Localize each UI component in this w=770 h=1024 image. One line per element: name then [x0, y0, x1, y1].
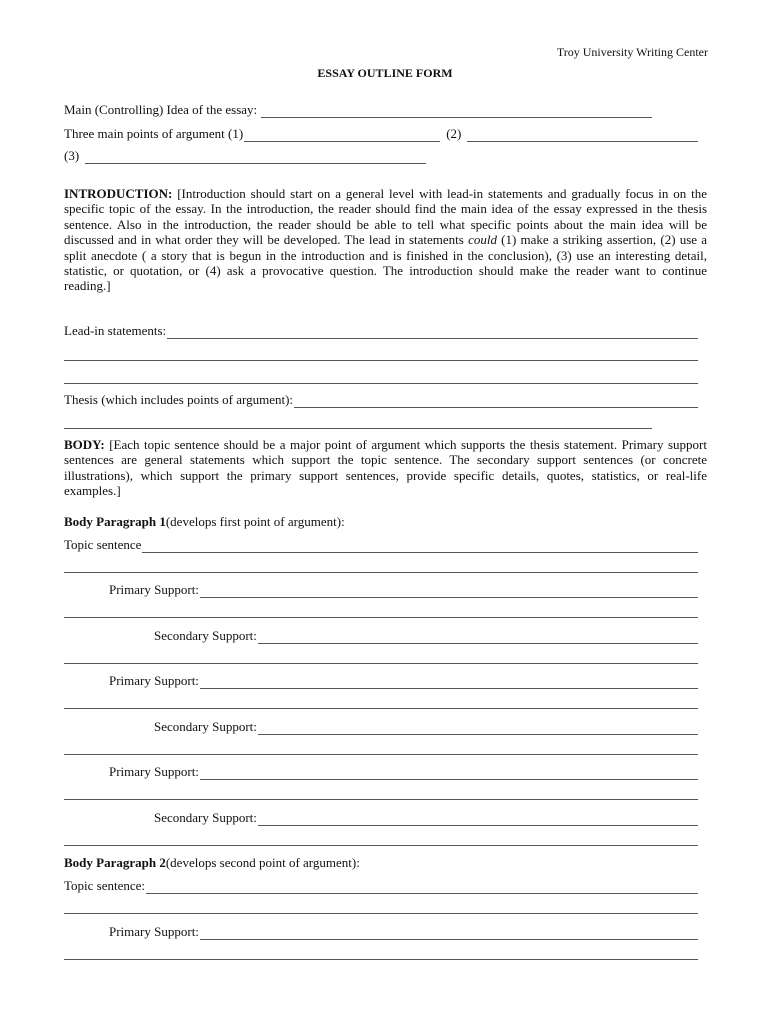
bp2-topic-label: Topic sentence: [64, 878, 146, 893]
bp1-primary-3-label: Primary Support: [109, 764, 199, 779]
introduction-text-a: [Introduction should start on a general level with lead-in statements and gradually focus in on the specific topic of the essay. In the introduction, the reader should find the main idea of the essay expressed in the thesis sentence. Also in the introduction, the reader should be able to tell what specific points about the main idea will be discussed and in what order they will be developed. The lead in statements [64, 186, 707, 248]
leadin-row [64, 323, 698, 339]
introduction-text-emphasis: could [468, 232, 497, 248]
bp1-secondary-3-label: Secondary Support: [154, 810, 257, 825]
points-row [64, 126, 698, 142]
body-text: [Each topic sentence should be a major point of argument which supports the thesis statement. Primary support sentences are general statements which support the topic sentence. The secondary support sentences (or concrete illustrations), which support the primary support sentences, provide specific details, quotes, statistics, or real-life examples.] [64, 437, 707, 499]
bp1-primary-1-label: Primary Support: [109, 582, 199, 597]
body-heading: BODY: [64, 437, 105, 452]
bp2-primary-1-field[interactable] [200, 927, 698, 940]
bp1-secondary-1-row [154, 628, 698, 644]
point3-row [64, 148, 426, 164]
bp1-primary-1-field-2[interactable] [64, 617, 698, 618]
bp2-title: Body Paragraph 2 [64, 855, 166, 870]
header-org: Troy University Writing Center [556, 45, 708, 59]
bp1-topic-label: Topic sentence [64, 537, 142, 552]
bp1-secondary-1-field-2[interactable] [64, 663, 698, 664]
point3-field[interactable] [85, 151, 426, 164]
bp2-heading-row [64, 855, 360, 871]
bp1-secondary-2-label: Secondary Support: [154, 719, 257, 734]
bp2-primary-1-label: Primary Support: [109, 924, 199, 939]
bp1-topic-field-2[interactable] [64, 572, 698, 573]
bp1-primary-2-row [109, 673, 698, 689]
bp1-primary-2-label: Primary Support: [109, 673, 199, 688]
point3-label: (3) [64, 148, 80, 163]
bp2-primary-1-field-2[interactable] [64, 959, 698, 960]
thesis-label: Thesis (which includes points of argument): [64, 392, 294, 407]
main-idea-label: Main (Controlling) Idea of the essay: [64, 102, 258, 117]
bp1-title: Body Paragraph 1 [64, 514, 166, 529]
leadin-field-3[interactable] [64, 383, 698, 384]
point1-field[interactable] [244, 129, 440, 142]
bp1-primary-1-field[interactable] [200, 585, 698, 598]
bp1-secondary-1-field[interactable] [258, 631, 698, 644]
leadin-field-1[interactable] [167, 326, 698, 339]
main-idea-field[interactable] [261, 105, 652, 118]
bp1-primary-2-field-2[interactable] [64, 708, 698, 709]
bp1-primary-1-row [109, 582, 698, 598]
bp1-heading-row [64, 514, 345, 530]
point2-label: (2) [446, 126, 462, 141]
bp2-topic-row [64, 878, 698, 894]
bp1-primary-3-field[interactable] [200, 767, 698, 780]
bp1-secondary-2-row [154, 719, 698, 735]
bp1-secondary-2-field-2[interactable] [64, 754, 698, 755]
bp1-secondary-2-field[interactable] [258, 722, 698, 735]
introduction-heading: INTRODUCTION: [64, 186, 173, 201]
bp1-primary-3-field-2[interactable] [64, 799, 698, 800]
main-idea-row [64, 102, 652, 118]
page-title: ESSAY OUTLINE FORM [317, 66, 453, 80]
bp1-secondary-3-field[interactable] [258, 813, 698, 826]
bp2-primary-1-row [109, 924, 698, 940]
thesis-field-2[interactable] [64, 428, 652, 429]
bp1-secondary-1-label: Secondary Support: [154, 628, 257, 643]
bp2-topic-field-2[interactable] [64, 913, 698, 914]
bp2-desc: (develops second point of argument): [165, 855, 360, 870]
bp1-primary-3-row [109, 764, 698, 780]
thesis-field-1[interactable] [294, 395, 698, 408]
points-label: Three main points of argument (1) [64, 126, 244, 141]
bp1-topic-field[interactable] [142, 540, 698, 553]
leadin-field-2[interactable] [64, 360, 698, 361]
bp1-secondary-3-field-2[interactable] [64, 845, 698, 846]
bp1-primary-2-field[interactable] [200, 676, 698, 689]
point2-field[interactable] [467, 129, 698, 142]
bp1-secondary-3-row [154, 810, 698, 826]
introduction-text-b: (1) make a striking assertion, (2) use a split anecdote ( a story that is begun in the introduction and is finished in the conclusion), (3) use an interesting detail, statistic, or quotation, or (4) ask a provocative question. The introduction should make the reader want to continue reading.] [64, 232, 707, 294]
bp1-topic-row [64, 537, 698, 553]
body-paragraph [64, 437, 707, 499]
bp1-desc: (develops first point of argument): [165, 514, 345, 529]
leadin-label: Lead-in statements: [64, 323, 167, 338]
thesis-row [64, 392, 698, 408]
bp2-topic-field[interactable] [146, 881, 698, 894]
introduction-paragraph [64, 186, 707, 294]
